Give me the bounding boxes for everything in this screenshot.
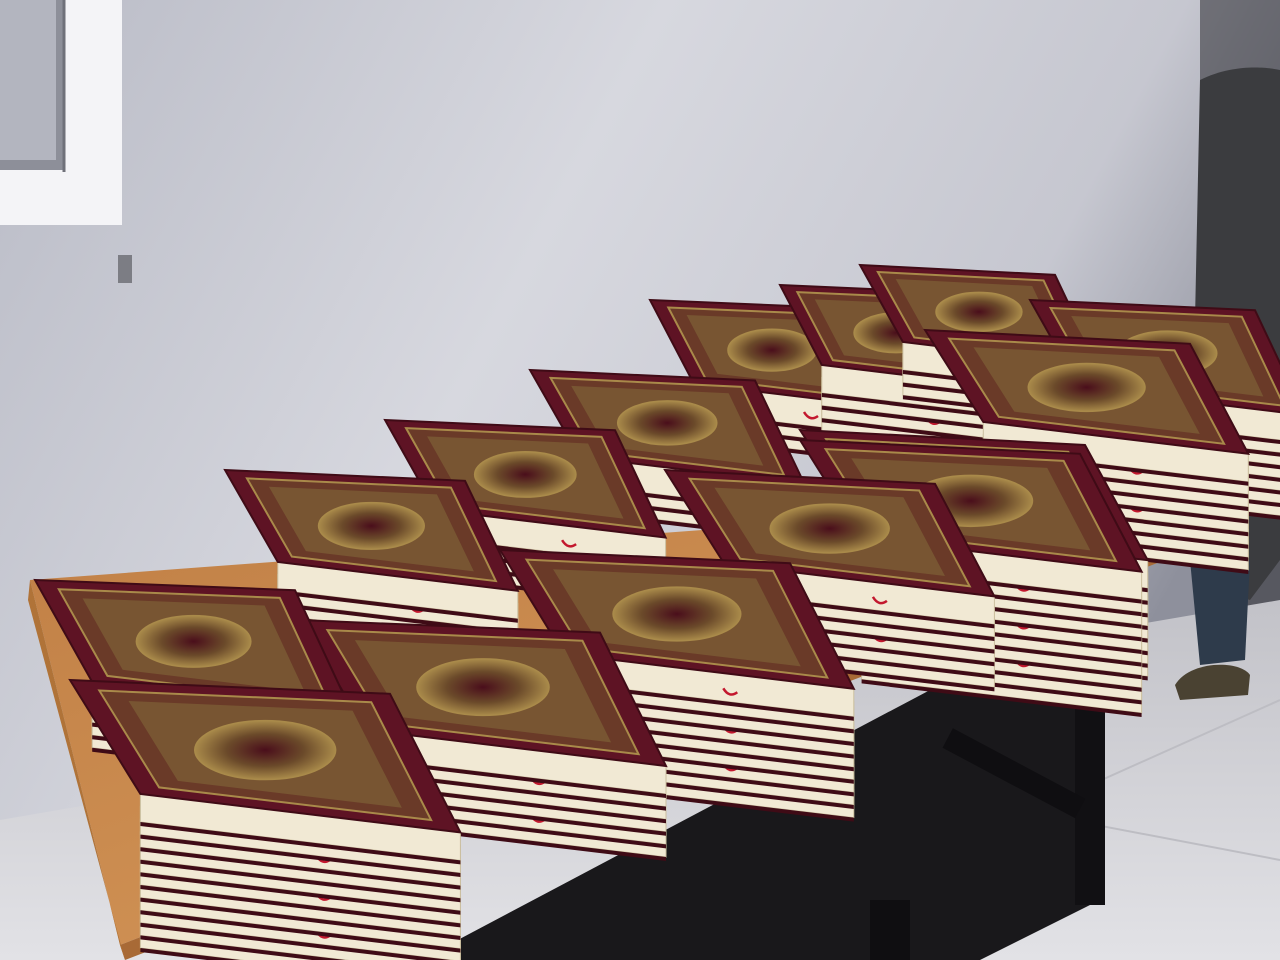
cover-medallion <box>1028 363 1145 411</box>
cover-medallion <box>936 292 1022 331</box>
cover-medallion <box>770 504 889 553</box>
cover-medallion <box>195 721 336 780</box>
cover-medallion <box>136 616 250 667</box>
window <box>0 0 122 225</box>
wall-fixture <box>118 255 132 283</box>
cover-medallion <box>319 503 425 550</box>
cover-medallion <box>618 401 717 445</box>
cover-medallion <box>728 329 816 371</box>
cover-medallion <box>613 587 741 641</box>
cover-medallion <box>475 452 576 497</box>
cover-medallion <box>417 659 549 715</box>
